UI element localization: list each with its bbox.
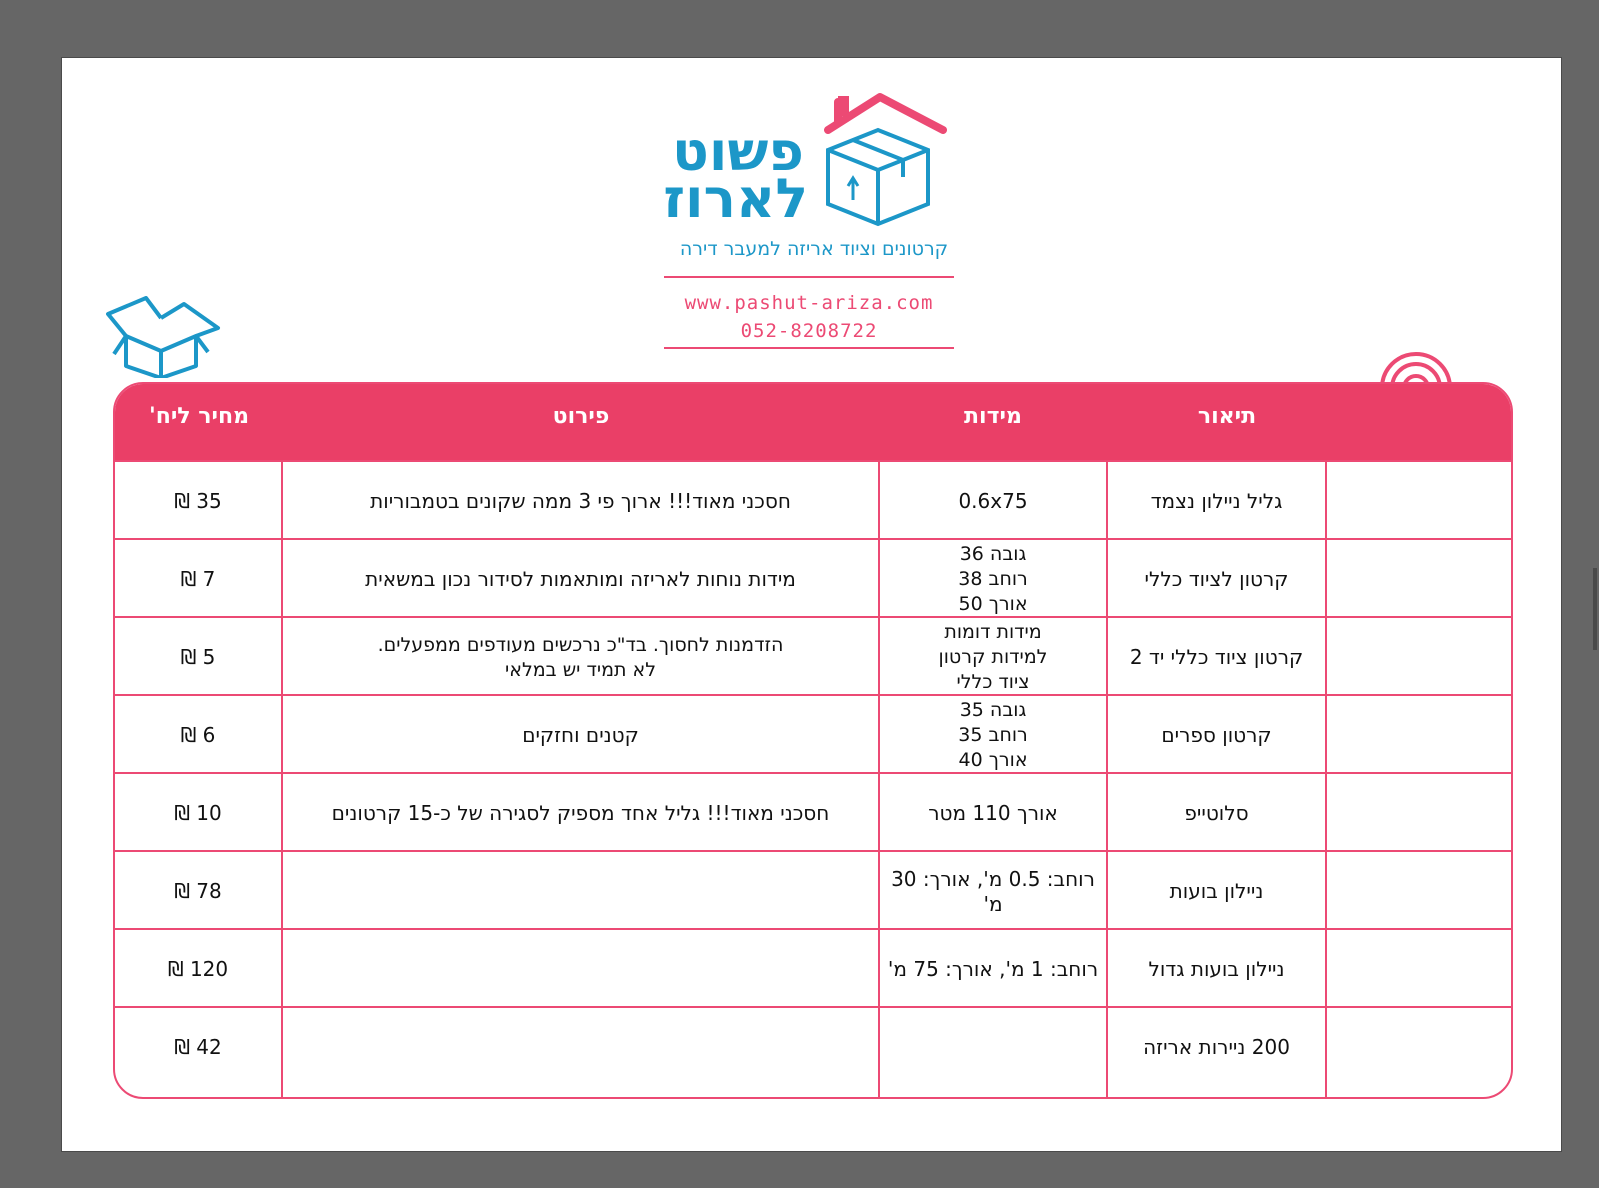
cell-text: קרטון ציוד כללי יד 2 xyxy=(1129,645,1304,669)
price-table xyxy=(113,382,1513,1099)
cell-dimensions xyxy=(880,540,1106,619)
cell-details xyxy=(283,696,878,775)
cell-description xyxy=(1108,462,1325,541)
column-divider xyxy=(1325,460,1327,1097)
cell-line: גובה 35 xyxy=(959,699,1027,721)
cell-price xyxy=(115,462,281,541)
cell-text: 42 ₪ xyxy=(174,1035,222,1059)
cell-line: רוחב 35 xyxy=(958,724,1028,746)
column-divider xyxy=(1106,460,1108,1097)
cell-text: ניילון בועות גדול xyxy=(1148,957,1285,981)
divider xyxy=(664,276,954,278)
table-row xyxy=(115,928,1511,1009)
cell-dimensions xyxy=(880,1008,1106,1087)
cell-dimensions xyxy=(880,696,1106,775)
table-row xyxy=(115,538,1511,619)
cell-details xyxy=(283,930,878,1009)
cell-price xyxy=(115,930,281,1009)
cell-line: רוחב: 0.5 מ', אורך: 30 מ' xyxy=(891,866,1095,916)
cell-line: מידות דומות xyxy=(944,621,1042,643)
cell-price xyxy=(115,618,281,697)
column-divider xyxy=(281,460,283,1097)
cell-description xyxy=(1108,696,1325,775)
divider xyxy=(664,347,954,349)
cell-description xyxy=(1108,852,1325,931)
cell-text: ניילון בועות xyxy=(1169,879,1264,903)
cell-line: אורך 50 xyxy=(958,593,1028,615)
cell-text: 120 ₪ xyxy=(167,957,229,981)
cell-line: למידות קרטון xyxy=(938,646,1048,668)
cell-text: סלוטייפ xyxy=(1184,801,1249,825)
cell-text: 10 ₪ xyxy=(174,801,222,825)
cell-details xyxy=(283,540,878,619)
header-price: מחיר ליח' xyxy=(148,404,250,429)
cell-text: 200 ניירות אריזה xyxy=(1143,1035,1290,1059)
cell-price xyxy=(115,540,281,619)
cell-line: 0.6x75 xyxy=(958,489,1028,513)
cell-text: קרטון ספרים xyxy=(1161,723,1272,747)
cell-dimensions xyxy=(880,930,1106,1009)
open-box-icon xyxy=(106,296,221,378)
table-row xyxy=(115,460,1511,541)
cell-dimensions xyxy=(880,852,1106,931)
table-row xyxy=(115,772,1511,853)
cell-text: קרטון לציוד כללי xyxy=(1144,567,1289,591)
header-description: תיאור xyxy=(1197,404,1257,429)
cell-description xyxy=(1108,618,1325,697)
scroll-handle[interactable] xyxy=(1593,568,1597,650)
table-row xyxy=(115,694,1511,775)
column-divider xyxy=(878,460,880,1097)
cell-line: חסכני מאוד!!! ארוך פי 3 ממה שקונים בטמבוריות xyxy=(370,489,791,513)
cell-description xyxy=(1108,1008,1325,1087)
cell-price xyxy=(115,852,281,931)
cell-line: אורך 40 xyxy=(958,749,1028,771)
cell-price xyxy=(115,774,281,853)
cell-dimensions xyxy=(880,618,1106,697)
cell-line: הזדמנות לחסוך. בד"כ נרכשים מעודפים ממפעלים. xyxy=(377,633,784,656)
cell-line: אורך 110 מטר xyxy=(928,801,1058,825)
cell-price xyxy=(115,696,281,775)
website-link[interactable]: www.pashut-ariza.com xyxy=(684,292,934,314)
cell-line: רוחב 38 xyxy=(958,568,1028,590)
cell-details xyxy=(283,774,878,853)
cell-price xyxy=(115,1008,281,1087)
table-row xyxy=(115,850,1511,931)
brand-name-line1: פשוט xyxy=(672,120,804,183)
cell-description xyxy=(1108,930,1325,1009)
cell-line: קטנים וחזקים xyxy=(522,723,639,747)
cell-details xyxy=(283,1008,878,1087)
table-header xyxy=(115,384,1511,460)
cell-details xyxy=(283,852,878,931)
cell-description xyxy=(1108,540,1325,619)
cell-text: גליל ניילון נצמד xyxy=(1150,489,1283,513)
cell-line: ציוד כללי xyxy=(956,671,1030,693)
cell-details xyxy=(283,618,878,697)
house-box-logo-icon xyxy=(818,92,948,227)
header-dimensions: מידות xyxy=(964,404,1022,429)
cell-dimensions xyxy=(880,774,1106,853)
header-details: פירוט xyxy=(552,404,610,429)
cell-dimensions xyxy=(880,462,1106,541)
cell-line: מידות נוחות לאריזה ומותאמות לסידור נכון במשאית xyxy=(365,567,796,591)
cell-line: חסכני מאוד!!! גליל אחד מספיק לסגירה של כ-15 קרטונים xyxy=(331,801,830,825)
cell-text: 78 ₪ xyxy=(174,879,222,903)
cell-line: רוחב: 1 מ', אורך: 75 מ' xyxy=(887,957,1099,981)
tagline: קרטונים וציוד אריזה למעבר דירה xyxy=(679,238,949,260)
phone-number: 052-8208722 xyxy=(740,320,878,342)
cell-text: 5 ₪ xyxy=(180,645,216,669)
cell-text: 7 ₪ xyxy=(180,567,216,591)
cell-text: 6 ₪ xyxy=(180,723,216,747)
brand-name-line2: לארוז xyxy=(663,167,808,230)
table-row xyxy=(115,616,1511,697)
cell-line: גובה 36 xyxy=(959,543,1027,565)
cell-details xyxy=(283,462,878,541)
cell-description xyxy=(1108,774,1325,853)
table-row xyxy=(115,1006,1511,1087)
cell-text: 35 ₪ xyxy=(174,489,222,513)
cell-line: לא תמיד יש במלאי xyxy=(505,658,656,681)
